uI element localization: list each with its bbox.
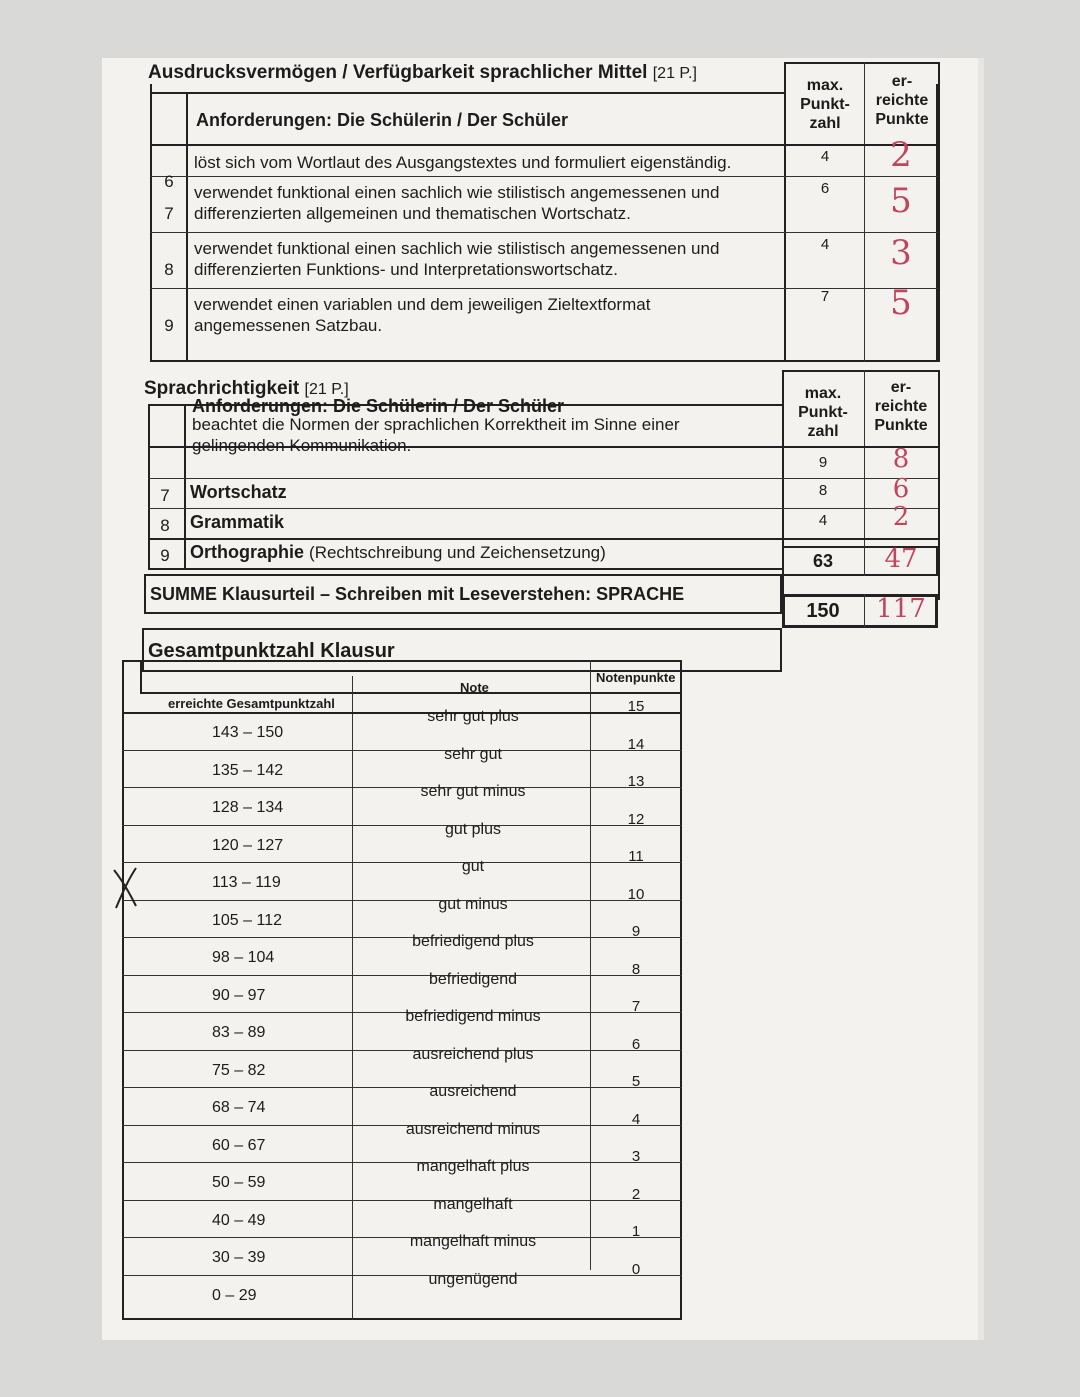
row-text: löst sich vom Wortlaut des Ausgangstextes und formuliert eigenständig. — [194, 153, 732, 172]
row-label: Orthographie (Rechtschreibung und Zeichensetzung) — [190, 542, 606, 562]
row-number: 7 — [160, 486, 170, 505]
section1-achieved-header: er- reichte Punkte — [875, 73, 929, 128]
section1-title — [148, 62, 697, 84]
cross-mark-icon — [112, 866, 138, 910]
section2-requirements-header: Anforderungen: Die Schülerin / Der Schüler — [192, 396, 565, 416]
grade-range: 90 – 97 — [212, 986, 266, 1004]
grade-note: befriedigend minus — [405, 1008, 541, 1025]
grade-range: 128 – 134 — [212, 799, 284, 816]
section2-max-header: max. Punkt- zahl — [798, 385, 848, 440]
grade-points: 8 — [631, 960, 641, 978]
achieved-points: 3 — [890, 233, 912, 273]
total-max: 150 — [806, 600, 840, 622]
grade-note: gut — [461, 858, 485, 875]
grade-range: 135 – 142 — [212, 761, 284, 779]
grade-note: ungenügend — [428, 1270, 518, 1288]
row-number: 6 — [164, 172, 174, 191]
grade-range: 120 – 127 — [212, 836, 284, 854]
row-number: 8 — [164, 260, 174, 279]
grade-points: 6 — [631, 1035, 641, 1053]
row-text: verwendet einen variablen und dem jeweiligen Zieltextformat angemessenen Satzbau. — [194, 295, 651, 335]
grade-points: 2 — [631, 1185, 641, 1203]
achieved-points: 2 — [890, 135, 912, 175]
section2-title-text: Sprachrichtigkeit — [144, 378, 300, 399]
grade-points: 0 — [631, 1260, 641, 1278]
section2-header-achieved: 8 — [892, 444, 910, 474]
grade-points: 4 — [631, 1110, 641, 1128]
grade-range: 0 – 29 — [212, 1286, 257, 1304]
grade-range: 40 – 49 — [212, 1211, 266, 1229]
section1-points: [21 P.] — [652, 65, 697, 82]
grade-points: 7 — [631, 998, 641, 1015]
summary-label: SUMME Klausurteil – Schreiben mit Leseverstehen: SPRACHE — [150, 584, 685, 604]
achieved-points: 5 — [890, 283, 912, 323]
grade-range: 50 – 59 — [212, 1174, 266, 1191]
grade-note: mangelhaft — [433, 1195, 513, 1213]
grade-header-range: erreichte Gesamtpunktzahl — [168, 696, 335, 711]
grade-header-points: Notenpunkte — [596, 670, 676, 685]
grade-points: 5 — [631, 1073, 641, 1090]
grade-note: gut plus — [444, 820, 502, 838]
grade-note: ausreichend minus — [405, 1120, 541, 1138]
row-label: Wortschatz — [190, 482, 287, 502]
section1-requirements-header: Anforderungen: Die Schülerin / Der Schüler — [196, 110, 569, 130]
grade-note: gut minus — [438, 895, 508, 913]
max-points: 4 — [820, 236, 830, 253]
section2-achieved-header: er- reichte Punkte — [874, 379, 928, 434]
grade-note: mangelhaft minus — [409, 1233, 537, 1250]
grade-range: 60 – 67 — [212, 1136, 266, 1154]
grade-points: 13 — [627, 773, 645, 790]
max-points: 7 — [820, 288, 830, 305]
row-text: verwendet funktional einen sachlich wie stilistisch angemessenen und differenzierten allgemeinen und thematischen Wortschatz. — [194, 183, 720, 223]
section2-requirements-text: beachtet die Normen der sprachlichen Korrektheit im Sinne einer gelingenden Kommunikation. — [192, 415, 680, 455]
achieved-points: 5 — [890, 181, 912, 221]
row-number: 7 — [164, 204, 174, 223]
grade-range: 68 – 74 — [212, 1099, 266, 1116]
achieved-points: 2 — [892, 502, 910, 532]
row-number: 9 — [160, 546, 170, 565]
grade-note: sehr gut minus — [420, 783, 526, 800]
section1-title-text: Ausdrucksvermögen / Verfügbarkeit sprachlicher Mittel — [148, 62, 648, 83]
achieved-points: 6 — [892, 474, 910, 504]
grade-note: sehr gut — [444, 745, 502, 763]
grade-points: 15 — [627, 698, 645, 715]
grade-range: 30 – 39 — [212, 1249, 266, 1266]
grade-range: 113 – 119 — [212, 874, 281, 891]
paper-edge — [978, 58, 984, 1340]
grade-note: mangelhaft plus — [416, 1158, 530, 1175]
section1-max-header: max. Punkt- zahl — [800, 77, 850, 132]
grade-range: 75 – 82 — [212, 1061, 266, 1079]
grade-note: befriedigend plus — [412, 933, 534, 950]
grade-points: 12 — [627, 810, 645, 828]
summary-achieved: 47 — [884, 544, 918, 574]
row-number: 8 — [160, 516, 170, 535]
total-label: Gesamtpunktzahl Klausur — [148, 640, 395, 662]
max-points: 8 — [818, 482, 828, 499]
grade-range: 143 – 150 — [212, 724, 284, 741]
max-points: 6 — [820, 180, 830, 197]
row-number: 9 — [164, 316, 174, 335]
grade-points: 9 — [631, 923, 641, 940]
grade-points: 10 — [627, 885, 645, 903]
grade-note: sehr gut plus — [427, 708, 519, 725]
grade-header-grade: Note — [460, 680, 489, 695]
section2-points: [21 P.] — [304, 381, 349, 398]
grade-note: befriedigend — [428, 970, 518, 988]
max-points: 4 — [820, 148, 830, 165]
grade-points: 14 — [627, 735, 645, 753]
grade-points: 1 — [631, 1223, 641, 1240]
summary-max: 63 — [812, 551, 834, 571]
grade-range: 105 – 112 — [212, 911, 282, 929]
max-points: 4 — [818, 512, 828, 529]
grade-points: 11 — [628, 848, 644, 865]
total-achieved: 117 — [876, 594, 926, 624]
row-text: verwendet funktional einen sachlich wie stilistisch angemessenen und differenzierten Funktions- und Interpretationswortschatz. — [194, 239, 720, 279]
grade-points: 3 — [631, 1148, 641, 1165]
grade-note: ausreichend — [429, 1083, 517, 1100]
row-label: Grammatik — [190, 512, 285, 532]
grade-range: 98 – 104 — [212, 949, 275, 966]
grade-note: ausreichend plus — [412, 1045, 534, 1063]
grade-range: 83 – 89 — [212, 1024, 266, 1041]
section2-header-max: 9 — [818, 454, 828, 471]
